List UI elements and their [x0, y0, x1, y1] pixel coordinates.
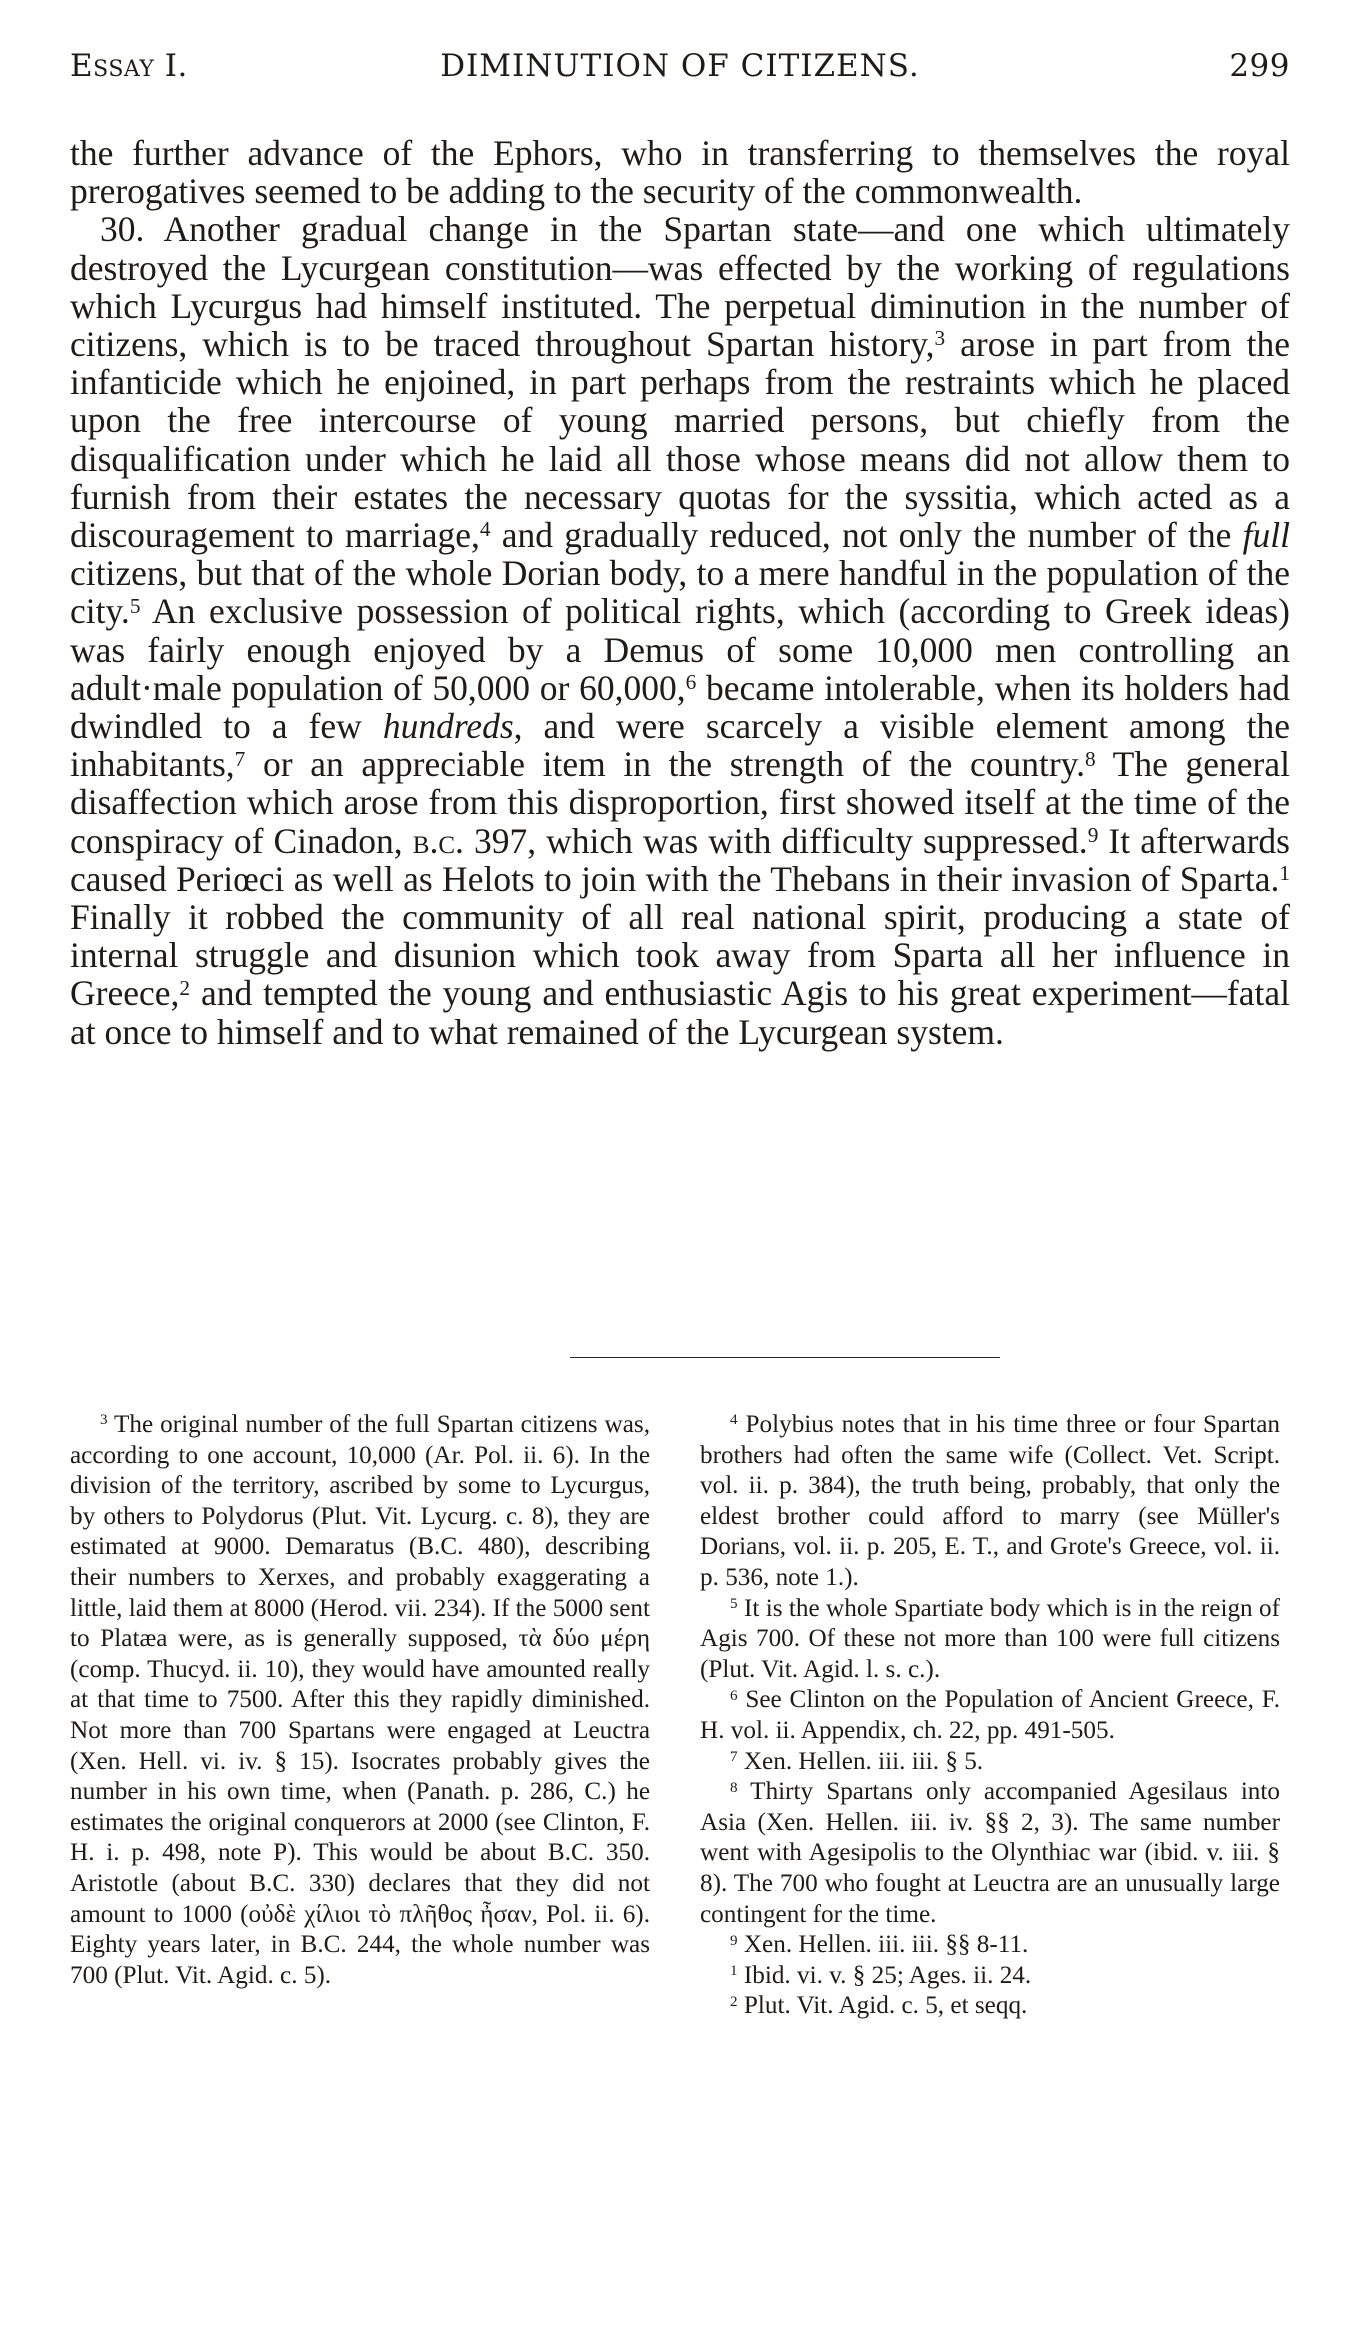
footnote-number: 9	[730, 1932, 738, 1949]
footnote-5	[700, 1594, 1280, 1686]
footnote-number: 6	[730, 1687, 738, 1704]
footnote-text: Ibid. vi. v. § 25; Ages. ii. 24.	[737, 1961, 1032, 1989]
footnote-ref-8[interactable]: 8	[1085, 746, 1096, 771]
emphasis-hundreds: hundreds	[382, 706, 514, 747]
footnote-ref-3[interactable]: 3	[934, 326, 946, 351]
footnote-number: 7	[730, 1748, 738, 1765]
text-run: An exclusive possession of political rights, which (according to Greek ideas) was fairly enough enjoyed by a Demus of some 10,000 men controlling an adult·male population of 50,000 or 60,000,	[70, 591, 1290, 708]
footnote-9	[700, 1930, 1280, 1961]
footnote-number: 1	[730, 1963, 738, 1980]
text-run: , and were scarcely a visible element among the inhabitants,	[70, 706, 1290, 785]
footnote-text: Thirty Spartans only accompanied Agesilaus into Asia (Xen. Hellen. iii. iv. §§ 2, 3). The same number went with Agesipolis to the Olynthiac war (ibid. v. iii. § 8). The 700 who fought at Leuctra are an unusually large contingent for the time.	[700, 1778, 1280, 1928]
footnotes-left-column	[70, 1410, 650, 1991]
text-run: and tempted the young and enthusiastic Agis to his great experiment—fatal at once to himself and to what remained of the Lycurgean system.	[70, 973, 1290, 1052]
footnote-ref-2[interactable]: 2	[179, 975, 191, 1000]
era-abbrev: b.c.	[412, 820, 464, 861]
main-text	[70, 134, 1290, 1051]
footnote-ref-9[interactable]: 9	[1087, 823, 1099, 848]
footnote-8	[700, 1777, 1280, 1930]
footnote-text: Xen. Hellen. iii. iii. § 5.	[737, 1747, 984, 1775]
footnote-text: The original number of the full Spartan citizens was, according to one account, 10,000 (Ar. Pol. ii. 6). In the division of the territory, ascribed by some to Lycurgus, by others to Polydorus (Plut. Vit. Lycurg. c. 8), they are estimated at 9000. Demaratus (B.C. 480), describing their numbers to Xerxes, and probably exaggerating a little, laid them at 8000 (Herod. vii. 234). If the 5000 sent to Platæa were, as is generally supposed, τὰ δύο μέρη (comp. Thucyd. ii. 10), they would have amounted really at that time to 7500. After this they rapidly diminished. Not more than 700 Spartans were engaged at Leuctra (Xen. Hell. vi. iv. § 15). Isocrates probably gives the number in his own time, when (Panath. p. 286, C.) he estimates the original conquerors at 2000 (see Clinton, F. H. i. p. 498, note P). This would be about B.C. 350. Aristotle (about B.C. 330) declares that they did not amount to 1000 (οὐδὲ χίλιοι τὸ πλῆθος ἦσαν, Pol. ii. 6). Eighty years later, in B.C. 244, the whole number was 700 (Plut. Vit. Agid. c. 5).	[70, 1411, 650, 1989]
footnote-4	[700, 1410, 1280, 1594]
footnote-ref-5[interactable]: 5	[129, 593, 141, 618]
text-run: arose in part from the infanticide which he enjoined, in part perhaps from the restraints which he placed upon the free intercourse of young married persons, but chiefly from the disqualification under which he laid all those whose means did not allow them to furnish from their estates the necessary quotas for the syssitia, which acted as a discouragement to marriage,	[70, 324, 1290, 556]
footnote-number: 4	[730, 1412, 738, 1429]
footnote-separator	[570, 1357, 1000, 1358]
footnote-3	[70, 1410, 650, 1991]
footnote-text: Polybius notes that in his time three or four Spartan brothers had often the same wife (Collect. Vet. Script. vol. ii. p. 384), the truth being, probably, that only the eldest brother could afford to marry (see Müller's Dorians, vol. ii. p. 205, E. T., and Grote's Greece, vol. ii. p. 536, note 1.).	[700, 1411, 1280, 1591]
text-run: citizens, but that of the whole Dorian body, to a mere handful in the population of the city.	[70, 553, 1290, 632]
footnote-text: See Clinton on the Population of Ancient Greece, F. H. vol. ii. Appendix, ch. 22, pp. 491-505.	[700, 1686, 1280, 1744]
footnote-text: Plut. Vit. Agid. c. 5, et seqq.	[737, 1992, 1028, 2020]
emphasis-full: full	[1242, 515, 1290, 556]
footnote-ref-7[interactable]: 7	[234, 746, 246, 771]
footnotes-right-column	[700, 1410, 1280, 2022]
header-title: DIMINUTION OF CITIZENS.	[440, 48, 920, 84]
text-run: 30. Another gradual change in the Spartan state—and one which ultimately destroyed the Lycurgean constitution—was effected by the working of regulations which Lycurgus had himself instituted. The perpetual diminution in the number of citizens, which is to be traced throughout Spartan history,	[70, 209, 1290, 365]
footnote-1	[700, 1961, 1280, 1992]
paragraph-30	[70, 210, 1290, 1050]
footnote-number: 3	[100, 1412, 108, 1429]
footnote-number: 8	[730, 1779, 738, 1796]
running-header	[70, 48, 1290, 100]
paragraph-continued: the further advance of the Ephors, who in transferring to themselves the royal prerogatives seemed to be adding to the security of the commonwealth.	[70, 133, 1290, 212]
page-number: 299	[1229, 48, 1290, 84]
footnote-7	[700, 1747, 1280, 1778]
footnote-6	[700, 1685, 1280, 1746]
book-page	[70, 40, 1290, 2300]
footnote-text: It is the whole Spartiate body which is in the reign of Agis 700. Of these not more than 100 were full citizens (Plut. Vit. Agid. l. s. c.).	[700, 1594, 1280, 1683]
footnote-number: 5	[730, 1596, 738, 1613]
text-run: The general disaffection which arose from this disproportion, first showed itself at the time of the conspiracy of Cinadon,	[70, 744, 1290, 861]
text-run: Finally it robbed the community of all real national spirit, producing a state of internal struggle and disunion which took away from Sparta all her influence in Greece,	[70, 897, 1290, 1014]
footnote-2	[700, 1991, 1280, 2022]
text-run: and gradually reduced, not only the number of the	[490, 515, 1243, 556]
footnote-ref-4[interactable]: 4	[479, 517, 491, 542]
footnote-number: 2	[730, 1993, 738, 2010]
footnote-text: Xen. Hellen. iii. iii. §§ 8-11.	[737, 1931, 1029, 1959]
footnote-ref-1[interactable]: 1	[1279, 861, 1290, 886]
text-run: or an appreciable item in the strength of the country.	[245, 744, 1085, 785]
footnote-ref-6[interactable]: 6	[685, 670, 697, 695]
header-essay-label: Essay I.	[70, 48, 188, 84]
text-run: became intolerable, when its holders had dwindled to a few	[70, 667, 1290, 747]
text-run: It afterwards caused Periœci as well as Helots to join with the Thebans in their invasion of Sparta.	[70, 820, 1290, 899]
text-run: 397, which was with difficulty suppressed.	[463, 820, 1088, 861]
